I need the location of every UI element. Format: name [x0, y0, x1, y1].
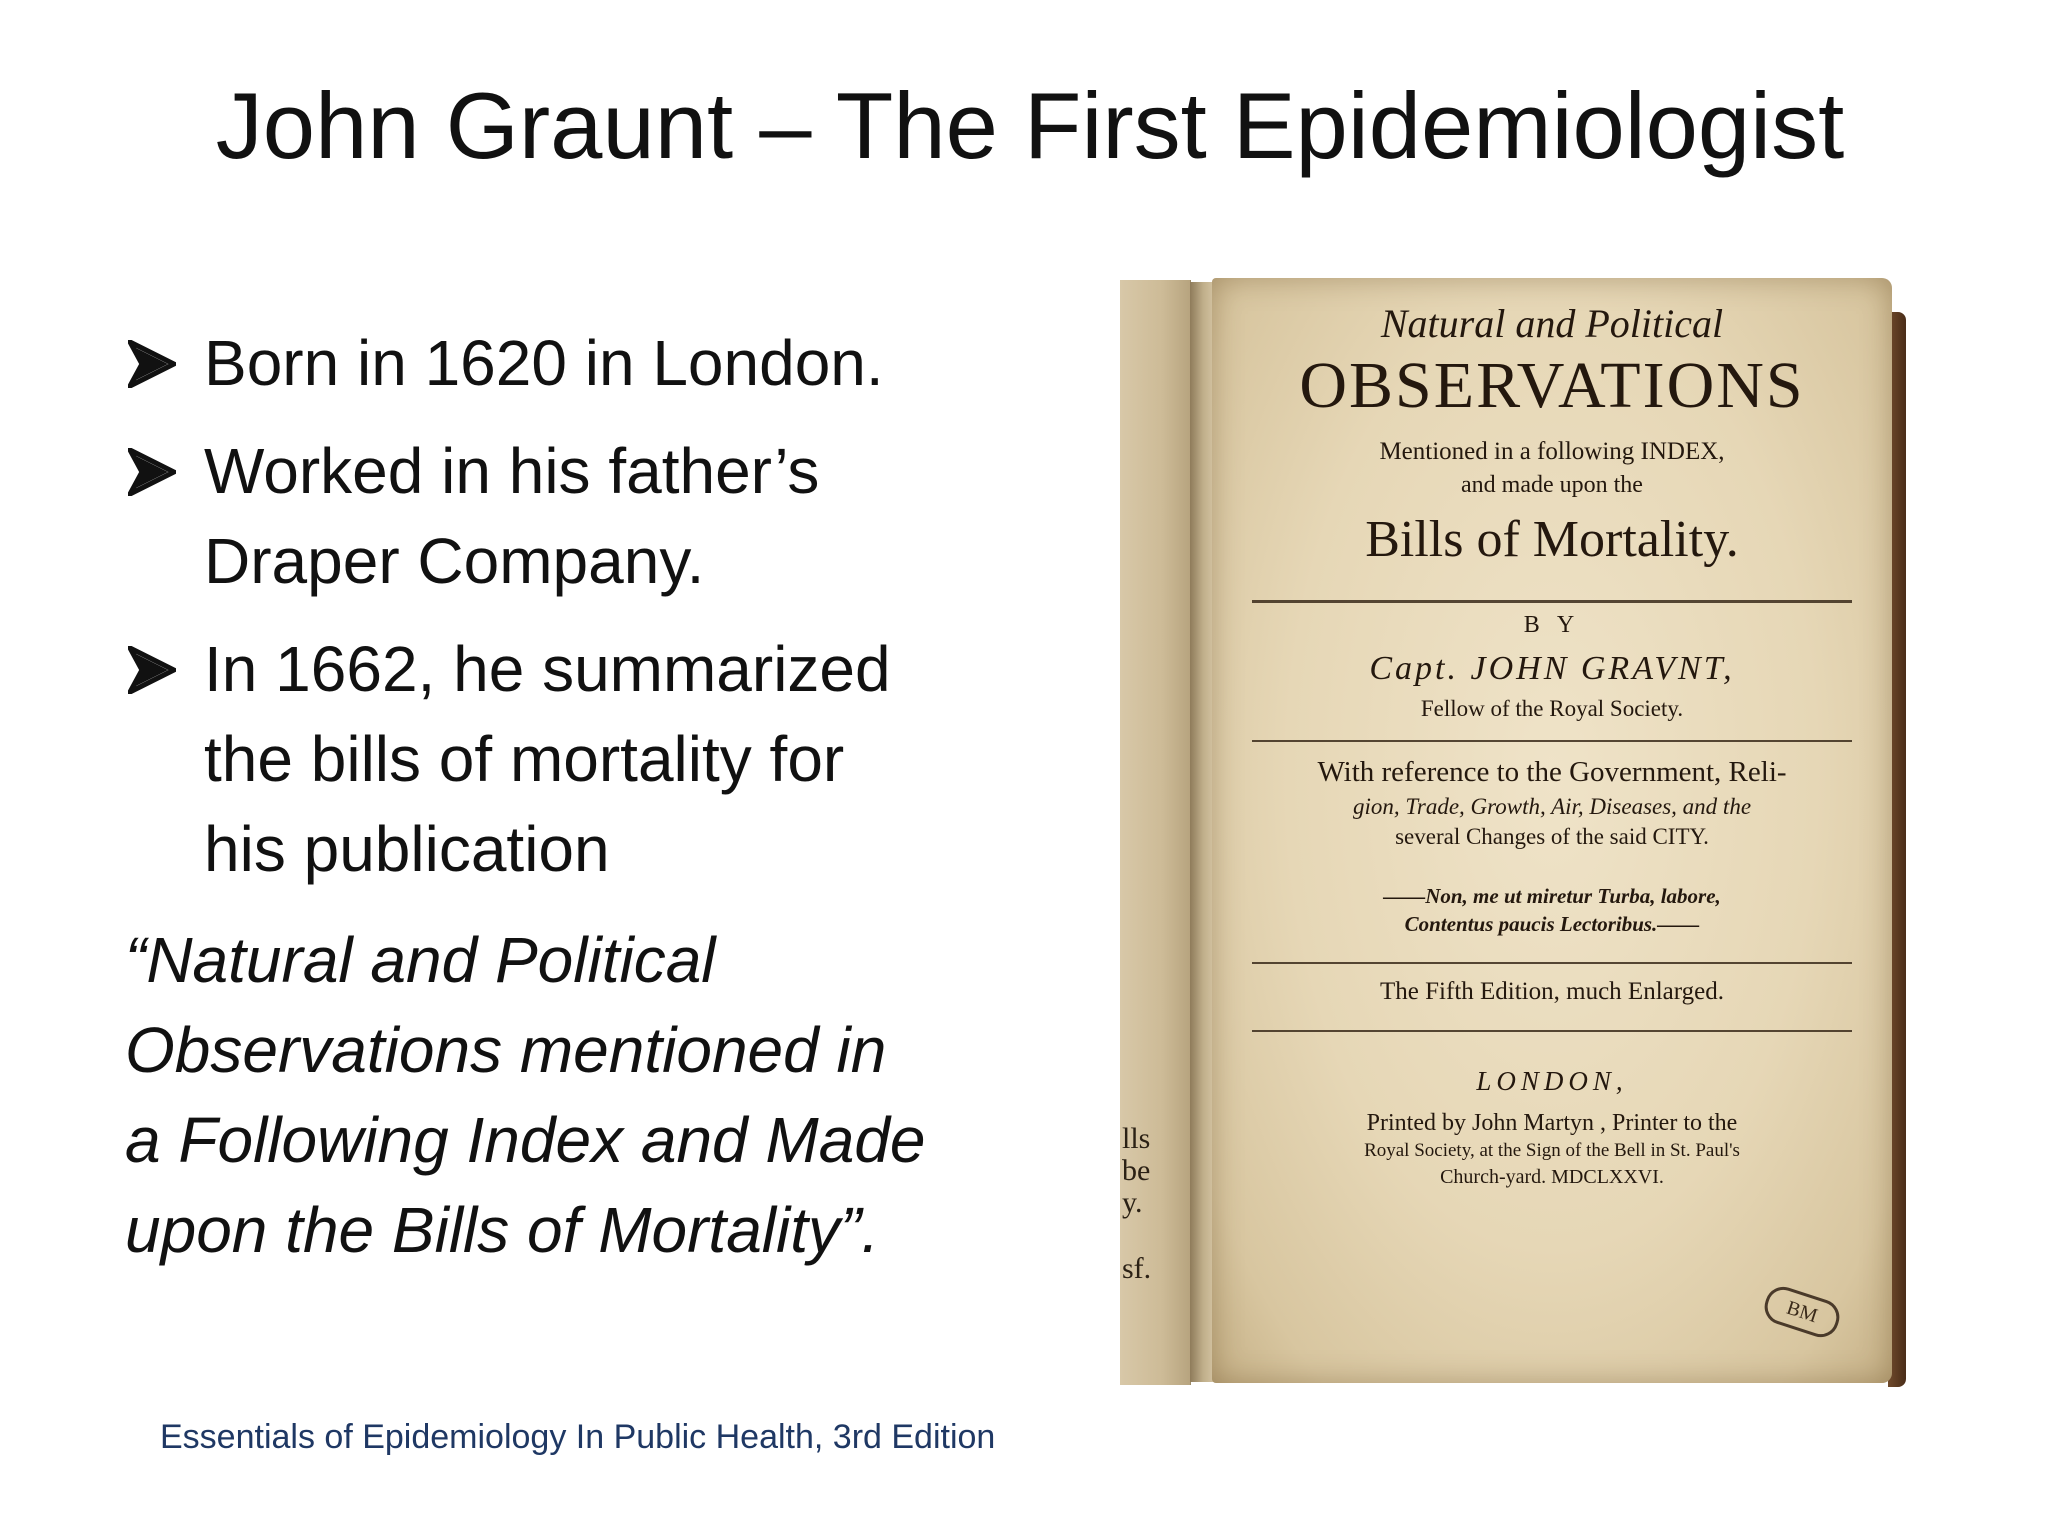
bullet-text-line: the bills of mortality for — [204, 723, 845, 795]
book-line: Natural and Political — [1380, 301, 1724, 346]
facing-page-fragment: be — [1122, 1154, 1151, 1187]
book-line: With reference to the Government, Reli- — [1317, 756, 1787, 788]
book-line: Royal Society, at the Sign of the Bell in St. Paul's — [1364, 1140, 1740, 1161]
title-page — [1212, 278, 1892, 1383]
book-line: Church-yard. MDCLXXVI. — [1440, 1166, 1664, 1188]
arrowhead-bullet-icon — [128, 448, 176, 496]
bullet-list — [128, 318, 1048, 912]
source-footer: Essentials of Epidemiology In Public Health, 3rd Edition — [160, 1418, 996, 1456]
book-line: several Changes of the said CITY. — [1395, 824, 1709, 849]
book-line: The Fifth Edition, much Enlarged. — [1380, 978, 1724, 1005]
book-line: Contentus paucis Lectoribus.—— — [1404, 912, 1700, 936]
arrowhead-bullet-icon — [128, 646, 176, 694]
slide-title: John Graunt – The First Epidemiologist — [215, 73, 1845, 178]
book-line: Capt. JOHN GRAVNT, — [1369, 650, 1735, 687]
book-line: Mentioned in a following INDEX, — [1379, 438, 1725, 465]
divider-rule — [1252, 1030, 1852, 1032]
bullet-text-line: Draper Company. — [204, 525, 705, 597]
bullet-text-line: his publication — [204, 813, 610, 885]
divider-rule — [1252, 600, 1852, 603]
book-line: Bills of Mortality. — [1365, 511, 1739, 568]
book-line: and made upon the — [1461, 472, 1643, 498]
publication-title-quote — [125, 915, 1085, 1275]
book-line: LONDON, — [1476, 1066, 1628, 1096]
facing-page-fragment: y. — [1122, 1186, 1143, 1219]
book-line: Printed by John Martyn , Printer to the — [1366, 1110, 1738, 1136]
library-stamp: BM — [1760, 1282, 1844, 1342]
facing-page-edge — [1120, 280, 1191, 1385]
arrowhead-bullet-icon — [128, 340, 176, 388]
bullet-item — [128, 426, 1048, 606]
quote-line: a Following Index and Made — [125, 1104, 926, 1176]
book-line: ——Non, me ut miretur Turba, labore, — [1383, 884, 1721, 908]
quote-line: “Natural and Political — [125, 924, 716, 996]
facing-page-fragment: lls — [1122, 1122, 1151, 1155]
bullet-text-line: Worked in his father’s — [204, 435, 820, 507]
bullet-item — [128, 624, 1048, 894]
book-line: B Y — [1523, 612, 1581, 638]
facing-page-fragment: sf. — [1122, 1252, 1152, 1285]
bullet-text-line: Born in 1620 in London. — [204, 327, 884, 399]
quote-line: Observations mentioned in — [125, 1014, 887, 1086]
book-title-page-image — [1120, 272, 1920, 1392]
quote-line: upon the Bills of Mortality”. — [125, 1194, 880, 1266]
bullet-text-line: In 1662, he summarized — [204, 633, 891, 705]
book-line: Fellow of the Royal Society. — [1420, 696, 1684, 721]
divider-rule — [1252, 740, 1852, 742]
bullet-item — [128, 318, 1048, 408]
book-line: gion, Trade, Growth, Air, Diseases, and the — [1352, 794, 1752, 819]
book-line: OBSERVATIONS — [1299, 349, 1805, 422]
divider-rule — [1252, 962, 1852, 964]
